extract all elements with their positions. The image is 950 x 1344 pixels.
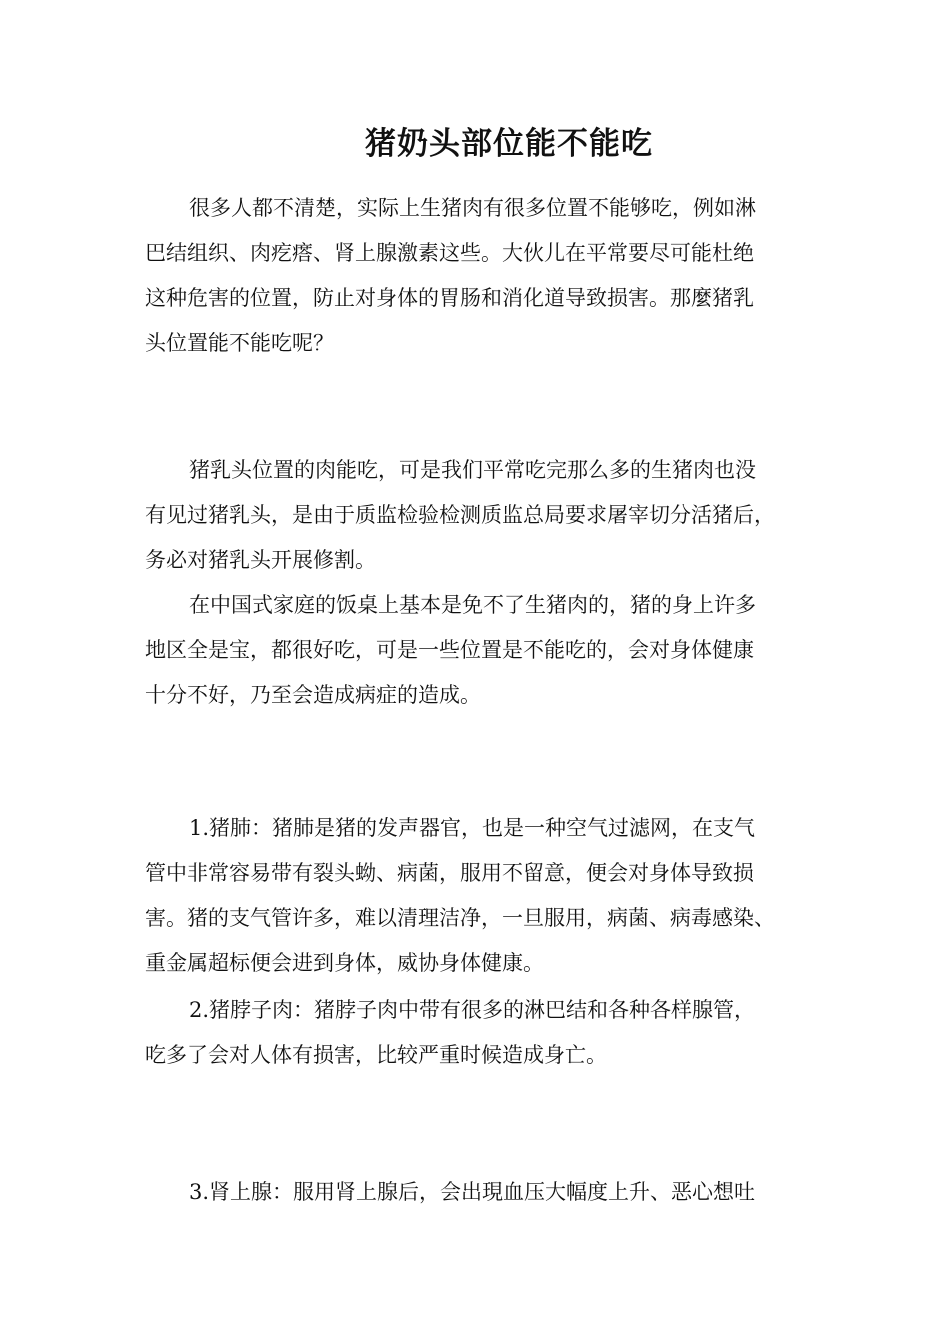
paragraph-item-3-adrenal — [145, 1170, 845, 1215]
text-line: 十分不好，乃至会造成病症的造成。 — [145, 683, 481, 707]
text-line: 地区全是宝，都很好吃，可是一些位置是不能吃的，会对身体健康 — [145, 638, 754, 662]
text-line: 猪乳头位置的肉能吃，可是我们平常吃完那么多的生猪肉也没 — [189, 458, 756, 482]
text-line: 管中非常容易带有裂头蚴、病菌，服用不留意，便会对身体导致损 — [145, 861, 754, 885]
paragraph-intro — [145, 186, 845, 366]
text-line: 吃多了会对人体有损害，比较严重时候造成身亡。 — [145, 1043, 607, 1067]
paragraph-nipple-edible — [145, 448, 845, 583]
text-line: 这种危害的位置，防止对身体的胃肠和消化道导致损害。那麼猪乳 — [145, 286, 754, 310]
document-title: 猪奶头部位能不能吃 — [365, 126, 653, 162]
text-line: 头位置能不能吃呢？ — [145, 331, 334, 355]
text-line: 1.猪肺：猪肺是猪的发声器官，也是一种空气过滤网，在支气 — [189, 816, 756, 840]
text-line: 有见过猪乳头，是由于质监检验检测质监总局要求屠宰切分活猪后， — [145, 503, 775, 527]
text-line: 重金属超标便会进到身体，威协身体健康。 — [145, 951, 544, 975]
paragraph-item-2-neck — [145, 988, 845, 1078]
text-line: 在中国式家庭的饭桌上基本是免不了生猪肉的，猪的身上许多 — [189, 593, 756, 617]
text-line: 害。猪的支气管许多，难以清理洁净，一旦服用，病菌、病毒感染、 — [145, 906, 775, 930]
paragraph-chinese-table — [145, 583, 845, 718]
text-line: 巴结组织、肉疙瘩、肾上腺激素这些。大伙儿在平常要尽可能杜绝 — [145, 241, 754, 265]
text-line: 3.肾上腺：服用肾上腺后，会出現血压大幅度上升、恶心想吐 — [189, 1180, 756, 1204]
text-line: 很多人都不清楚，实际上生猪肉有很多位置不能够吃，例如淋 — [189, 196, 756, 220]
text-line: 2.猪脖子肉：猪脖子肉中带有很多的淋巴结和各种各样腺管， — [189, 998, 756, 1022]
paragraph-item-1-lung — [145, 806, 845, 986]
text-line: 务必对猪乳头开展修割。 — [145, 548, 376, 572]
